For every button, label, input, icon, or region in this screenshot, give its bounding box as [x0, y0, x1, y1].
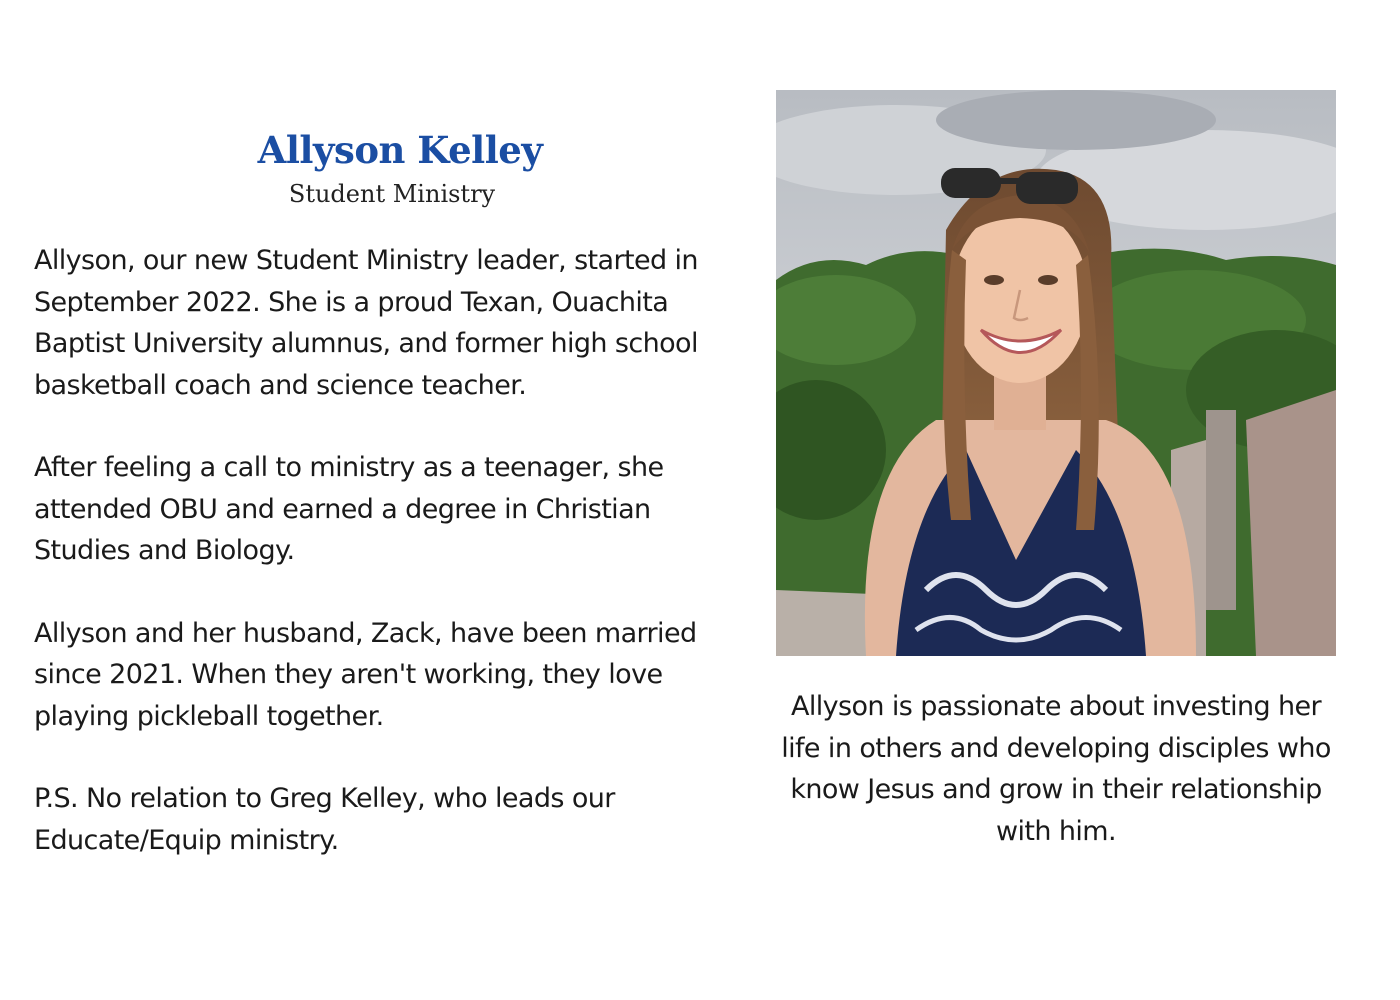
portrait-photo-icon — [776, 90, 1336, 656]
bio-paragraph: After feeling a call to ministry as a teenager, she attended OBU and earned a degree in Christian Studies and Biology. — [34, 452, 664, 566]
portrait-photo — [776, 90, 1336, 656]
bio-paragraph: Allyson, our new Student Ministry leader, started in September 2022. She is a proud Texan, Ouachita Baptist University alumnus, and former high school basketball coach and science teacher. — [34, 245, 698, 401]
photo-caption: Allyson is passionate about investing her life in others and developing disciples who know Jesus and grow in their relationship with him. — [781, 691, 1331, 847]
profile-role: Student Ministry — [288, 180, 496, 208]
profile-name: Allyson Kelley — [257, 128, 543, 172]
bio-paragraph: P.S. No relation to Greg Kelley, who leads our Educate/Equip ministry. — [34, 783, 615, 856]
bio-paragraph: Allyson and her husband, Zack, have been married since 2021. When they aren't working, they love playing pickleball together. — [34, 617, 697, 732]
bio-section — [34, 240, 754, 902]
